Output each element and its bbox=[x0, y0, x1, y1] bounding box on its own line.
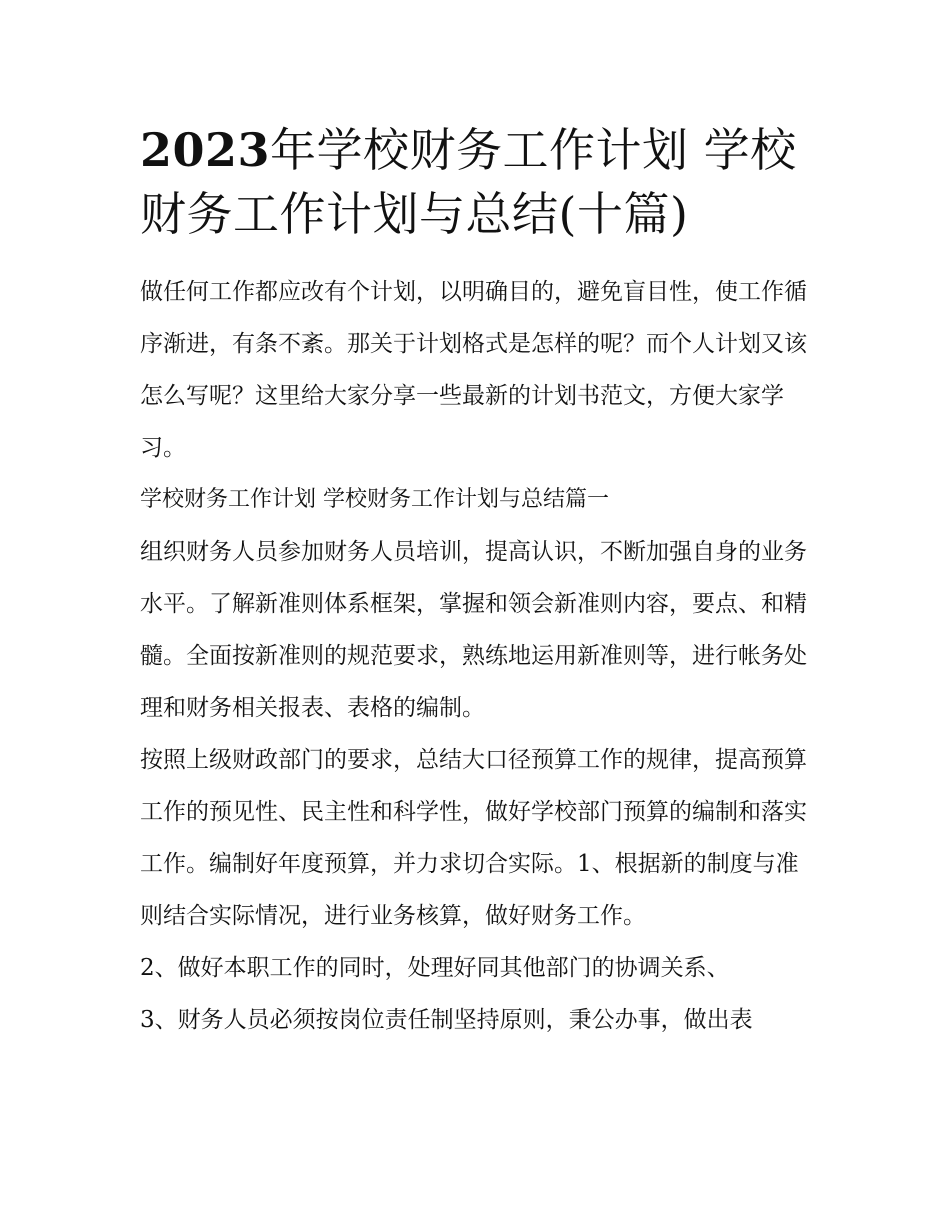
body-paragraph: 按照上级财政部门的要求，总结大口径预算工作的规律，提高预算工作的预见性、民主性和科学性，做好学校部门预算的编制和落实工作。编制好年度预算，并力求切合实际。1、根据新的制度与准则结合实际情况，进行业务核算，做好财务工作。 bbox=[140, 747, 807, 929]
title-year: 2023 bbox=[140, 123, 271, 177]
body-paragraph: 3、财务人员必须按岗位责任制坚持原则，秉公办事，做出表 bbox=[140, 1007, 753, 1033]
body-paragraph: 2、做好本职工作的同时，处理好同其他部门的协调关系、 bbox=[140, 955, 730, 981]
document-page bbox=[140, 118, 812, 1046]
document-body bbox=[140, 266, 812, 1046]
body-paragraph: 组织财务人员参加财务人员培训，提高认识，不断加强自身的业务水平。了解新准则体系框架，掌握和领会新准则内容，要点、和精髓。全面按新准则的规范要求，熟练地运用新准则等，进行帐务处理和财务相关报表、表格的编制。 bbox=[140, 539, 807, 721]
intro-paragraph: 做任何工作都应改有个计划，以明确目的，避免盲目性，使工作循序渐进，有条不紊。那关于计划格式是怎样的呢？而个人计划又该怎么写呢？这里给大家分享一些最新的计划书范文，方便大家学习。 bbox=[140, 279, 807, 461]
section-heading: 学校财务工作计划 学校财务工作计划与总结篇一 bbox=[140, 487, 609, 512]
title-text: 年学校财务工作计划 学校财务工作计划与总结(十篇) bbox=[140, 123, 797, 241]
document-title bbox=[140, 118, 812, 246]
